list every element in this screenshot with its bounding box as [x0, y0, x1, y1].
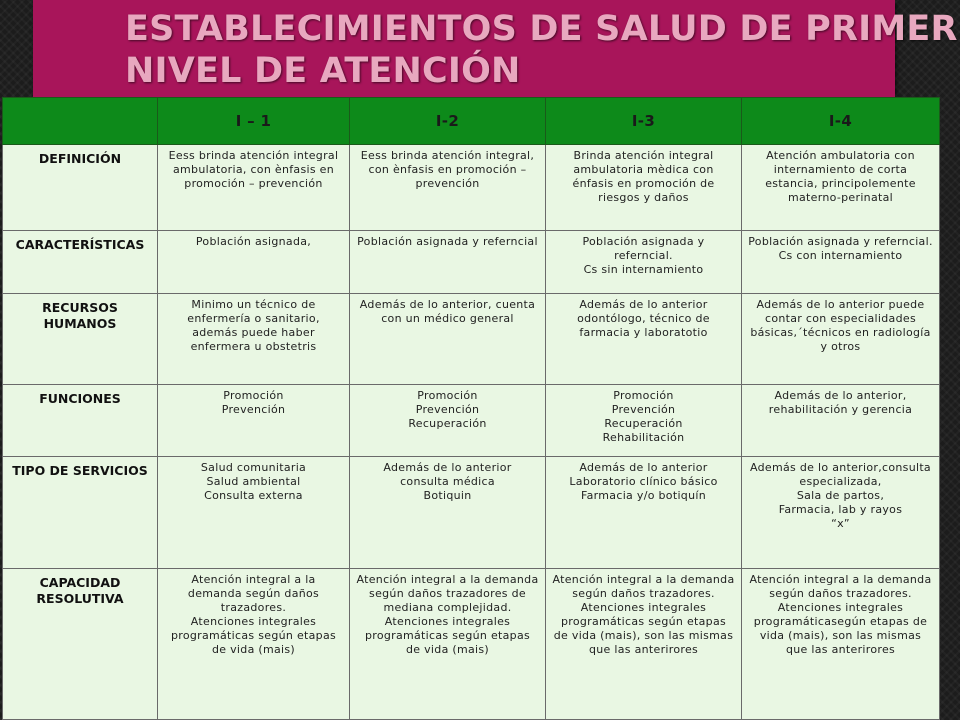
table-cell: [742, 457, 940, 569]
cell-text: Además de lo anterior, rehabilitación y gerencia: [768, 389, 913, 416]
cell-text: Brinda atención integral ambulatoria mèdica con énfasis en promoción de riesgos y daños: [572, 149, 715, 204]
table-cell: [350, 457, 546, 569]
table-cell: [742, 385, 940, 457]
row-header-label: FUNCIONES: [39, 391, 121, 406]
table-cell: [350, 145, 546, 231]
table-cell: [742, 231, 940, 294]
table-cell: [546, 385, 742, 457]
cell-text: Población asignada y referncial: [357, 235, 538, 248]
cell-text: Promoción Prevención: [221, 389, 286, 416]
table-cell: [158, 294, 350, 385]
table-row: [3, 231, 940, 294]
row-header-capacidad-resolutiva: [3, 569, 158, 720]
table-cell: [742, 294, 940, 385]
cell-text: Población asignada y referncial. Cs con internamiento: [748, 235, 933, 262]
cell-text: Además de lo anterior,consulta especializada, Sala de partos, Farmacia, lab y rayos “x”: [750, 461, 931, 530]
table-row: [3, 294, 940, 385]
row-header-recursos-humanos: [3, 294, 158, 385]
row-header-funciones: [3, 385, 158, 457]
cell-text: Atención integral a la demanda según daños trazadores. Atenciones integrales programáticas según etapas de vida (mais): [170, 573, 337, 656]
cell-text: Eess brinda atención integral ambulatoria, con ènfasis en promoción – prevención: [168, 149, 339, 190]
table-cell: [350, 385, 546, 457]
table-cell: [546, 294, 742, 385]
column-header-i4: I-4: [742, 98, 940, 145]
cell-text: Promoción Prevención Recuperación: [408, 389, 487, 430]
cell-text: Además de lo anterior Laboratorio clínico básico Farmacia y/o botiquín: [569, 461, 718, 502]
cell-text: Eess brinda atención integral, con ènfasis en promoción – prevención: [360, 149, 535, 190]
column-header-i1: I – 1: [158, 98, 350, 145]
slide-title: [125, 8, 958, 92]
table-cell: [546, 569, 742, 720]
table-cell: [350, 231, 546, 294]
header-corner: [3, 98, 158, 145]
cell-text: Además de lo anterior puede contar con especialidades básicas,´técnicos en radiología y otros: [750, 298, 931, 353]
table-row: [3, 145, 940, 231]
table-cell: [158, 231, 350, 294]
column-header-i2: I-2: [350, 98, 546, 145]
table-cell: [742, 569, 940, 720]
cell-text: Atención integral a la demanda según daños trazadores. Atenciones integrales programáticasegún etapas de vida (mais), son las mismas que las anterirores: [749, 573, 932, 656]
table-header-row: [3, 98, 940, 145]
table-cell: [742, 145, 940, 231]
table-cell: [158, 569, 350, 720]
table-cell: [158, 385, 350, 457]
slide-title-line-2: NIVEL DE ATENCIÓN: [125, 51, 521, 91]
row-header-label: CAPACIDAD RESOLUTIVA: [36, 575, 124, 606]
table-cell: [158, 145, 350, 231]
row-header-definicion: [3, 145, 158, 231]
cell-text: Además de lo anterior odontólogo, técnico de farmacia y laboratotio: [577, 298, 710, 339]
cell-text: Minimo un técnico de enfermería o sanitario, además puede haber enfermera u obstetris: [187, 298, 320, 353]
title-banner: [33, 0, 958, 98]
table-cell: [546, 457, 742, 569]
column-header-i3: I-3: [546, 98, 742, 145]
row-header-label: RECURSOS HUMANOS: [42, 300, 118, 331]
table-cell: [546, 231, 742, 294]
table-cell: [350, 294, 546, 385]
row-header-tipo-de-servicios: [3, 457, 158, 569]
table-row: [3, 457, 940, 569]
cell-text: Atención integral a la demanda según daños trazadores de mediana complejidad. Atenciones integrales programáticas según etapas de vida (mais): [356, 573, 539, 656]
cell-text: Además de lo anterior consulta médica Botiquin: [383, 461, 512, 502]
cell-text: Atención integral a la demanda según daños trazadores. Atenciones integrales programáticas según etapas de vida (mais), son las mismas que las anterirores: [552, 573, 735, 656]
row-header-label: DEFINICIÓN: [38, 151, 122, 166]
row-header-label: TIPO DE SERVICIOS: [12, 463, 148, 478]
row-header-label: CARACTERÍSTICAS: [15, 237, 145, 252]
cell-text: Además de lo anterior, cuenta con un médico general: [359, 298, 536, 325]
cell-text: Atención ambulatoria con internamiento de corta estancia, principolemente materno-perinatal: [765, 149, 916, 204]
table-row: [3, 569, 940, 720]
slide-title-line-1: ESTABLECIMIENTOS DE SALUD DE PRIMER: [125, 9, 958, 49]
cell-text: Salud comunitaria Salud ambiental Consulta externa: [200, 461, 307, 502]
cell-text: Promoción Prevención Recuperación Rehabilitación: [602, 389, 685, 444]
cell-text: Población asignada,: [195, 235, 312, 248]
cell-text: Población asignada y referncial. Cs sin internamiento: [582, 235, 705, 276]
table-row: [3, 385, 940, 457]
table-cell: [350, 569, 546, 720]
row-header-caracteristicas: [3, 231, 158, 294]
health-facilities-table: [2, 97, 940, 720]
table-cell: [546, 145, 742, 231]
table-cell: [158, 457, 350, 569]
